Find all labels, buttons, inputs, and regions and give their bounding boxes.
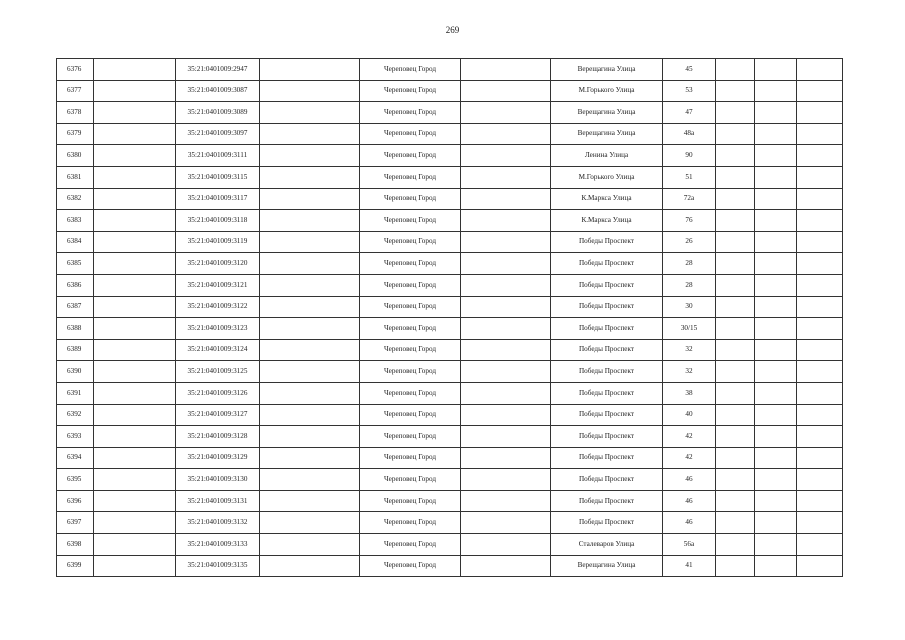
empty-cell xyxy=(797,512,843,534)
empty-cell xyxy=(797,274,843,296)
empty-cell xyxy=(797,231,843,253)
empty-cell xyxy=(797,210,843,232)
empty-cell xyxy=(260,253,360,275)
house-number: 30/15 xyxy=(663,318,716,340)
empty-cell xyxy=(94,404,176,426)
empty-cell xyxy=(461,80,551,102)
empty-cell xyxy=(716,188,755,210)
empty-cell xyxy=(94,296,176,318)
empty-cell xyxy=(716,210,755,232)
house-number: 51 xyxy=(663,166,716,188)
house-number: 46 xyxy=(663,512,716,534)
empty-cell xyxy=(94,447,176,469)
house-number: 32 xyxy=(663,361,716,383)
empty-cell xyxy=(260,318,360,340)
empty-cell xyxy=(797,534,843,556)
empty-cell xyxy=(461,490,551,512)
table-row xyxy=(57,145,843,167)
house-number: 28 xyxy=(663,274,716,296)
cadastral-number: 35:21:0401009:3115 xyxy=(176,166,260,188)
empty-cell xyxy=(94,188,176,210)
empty-cell xyxy=(797,447,843,469)
row-number: 6398 xyxy=(57,534,94,556)
empty-cell xyxy=(797,102,843,124)
empty-cell xyxy=(94,555,176,577)
table-row xyxy=(57,59,843,81)
city-name: Череповец Город xyxy=(360,80,461,102)
table-row xyxy=(57,318,843,340)
street-name: Победы Проспект xyxy=(551,512,663,534)
empty-cell xyxy=(260,426,360,448)
table-row xyxy=(57,339,843,361)
empty-cell xyxy=(94,102,176,124)
empty-cell xyxy=(260,231,360,253)
table-row xyxy=(57,296,843,318)
row-number: 6397 xyxy=(57,512,94,534)
empty-cell xyxy=(716,512,755,534)
empty-cell xyxy=(94,231,176,253)
empty-cell xyxy=(797,404,843,426)
empty-cell xyxy=(461,426,551,448)
empty-cell xyxy=(260,123,360,145)
empty-cell xyxy=(461,512,551,534)
cadastral-number: 35:21:0401009:3119 xyxy=(176,231,260,253)
street-name: Верещагина Улица xyxy=(551,59,663,81)
row-number: 6379 xyxy=(57,123,94,145)
empty-cell xyxy=(755,59,797,81)
row-number: 6390 xyxy=(57,361,94,383)
street-name: М.Горького Улица xyxy=(551,166,663,188)
empty-cell xyxy=(716,361,755,383)
empty-cell xyxy=(461,210,551,232)
empty-cell xyxy=(94,145,176,167)
empty-cell xyxy=(461,447,551,469)
empty-cell xyxy=(260,166,360,188)
city-name: Череповец Город xyxy=(360,555,461,577)
street-name: Победы Проспект xyxy=(551,426,663,448)
empty-cell xyxy=(797,555,843,577)
cadastral-number: 35:21:0401009:3087 xyxy=(176,80,260,102)
empty-cell xyxy=(260,145,360,167)
empty-cell xyxy=(755,102,797,124)
cadastral-number: 35:21:0401009:3097 xyxy=(176,123,260,145)
table-row xyxy=(57,80,843,102)
house-number: 30 xyxy=(663,296,716,318)
empty-cell xyxy=(797,80,843,102)
empty-cell xyxy=(755,253,797,275)
city-name: Череповец Город xyxy=(360,188,461,210)
empty-cell xyxy=(797,59,843,81)
empty-cell xyxy=(94,274,176,296)
cadastral-number: 35:21:0401009:3117 xyxy=(176,188,260,210)
house-number: 47 xyxy=(663,102,716,124)
empty-cell xyxy=(94,382,176,404)
row-number: 6388 xyxy=(57,318,94,340)
empty-cell xyxy=(755,274,797,296)
empty-cell xyxy=(461,318,551,340)
table-row xyxy=(57,469,843,491)
house-number: 26 xyxy=(663,231,716,253)
table-row xyxy=(57,210,843,232)
empty-cell xyxy=(716,231,755,253)
empty-cell xyxy=(755,426,797,448)
cadastral-number: 35:21:0401009:3132 xyxy=(176,512,260,534)
empty-cell xyxy=(755,166,797,188)
empty-cell xyxy=(755,404,797,426)
cadastral-number: 35:21:0401009:3111 xyxy=(176,145,260,167)
street-name: М.Горького Улица xyxy=(551,80,663,102)
empty-cell xyxy=(716,166,755,188)
row-number: 6386 xyxy=(57,274,94,296)
empty-cell xyxy=(461,145,551,167)
empty-cell xyxy=(260,534,360,556)
empty-cell xyxy=(716,296,755,318)
empty-cell xyxy=(461,404,551,426)
row-number: 6389 xyxy=(57,339,94,361)
street-name: Верещагина Улица xyxy=(551,102,663,124)
empty-cell xyxy=(461,274,551,296)
city-name: Череповец Город xyxy=(360,404,461,426)
empty-cell xyxy=(755,318,797,340)
city-name: Череповец Город xyxy=(360,231,461,253)
table-row xyxy=(57,404,843,426)
cadastral-number: 35:21:0401009:3122 xyxy=(176,296,260,318)
empty-cell xyxy=(755,447,797,469)
table-row xyxy=(57,231,843,253)
city-name: Череповец Город xyxy=(360,361,461,383)
empty-cell xyxy=(716,555,755,577)
row-number: 6382 xyxy=(57,188,94,210)
city-name: Череповец Город xyxy=(360,490,461,512)
empty-cell xyxy=(94,426,176,448)
cadastral-number: 35:21:0401009:3130 xyxy=(176,469,260,491)
street-name: Победы Проспект xyxy=(551,253,663,275)
empty-cell xyxy=(461,123,551,145)
house-number: 42 xyxy=(663,447,716,469)
street-name: Победы Проспект xyxy=(551,296,663,318)
empty-cell xyxy=(94,469,176,491)
empty-cell xyxy=(461,534,551,556)
table-row xyxy=(57,166,843,188)
empty-cell xyxy=(94,210,176,232)
row-number: 6395 xyxy=(57,469,94,491)
empty-cell xyxy=(260,188,360,210)
house-number: 41 xyxy=(663,555,716,577)
empty-cell xyxy=(716,80,755,102)
cadastral-number: 35:21:0401009:3124 xyxy=(176,339,260,361)
street-name: К.Маркса Улица xyxy=(551,188,663,210)
city-name: Череповец Город xyxy=(360,534,461,556)
empty-cell xyxy=(755,512,797,534)
street-name: Верещагина Улица xyxy=(551,555,663,577)
empty-cell xyxy=(94,318,176,340)
empty-cell xyxy=(716,469,755,491)
empty-cell xyxy=(461,382,551,404)
empty-cell xyxy=(461,59,551,81)
empty-cell xyxy=(94,80,176,102)
city-name: Череповец Город xyxy=(360,145,461,167)
city-name: Череповец Город xyxy=(360,469,461,491)
row-number: 6387 xyxy=(57,296,94,318)
row-number: 6391 xyxy=(57,382,94,404)
empty-cell xyxy=(755,339,797,361)
empty-cell xyxy=(755,80,797,102)
city-name: Череповец Город xyxy=(360,447,461,469)
house-number: 46 xyxy=(663,490,716,512)
cadastral-number: 35:21:0401009:3118 xyxy=(176,210,260,232)
street-name: Сталеваров Улица xyxy=(551,534,663,556)
empty-cell xyxy=(461,253,551,275)
house-number: 45 xyxy=(663,59,716,81)
empty-cell xyxy=(260,382,360,404)
table-row xyxy=(57,426,843,448)
house-number: 42 xyxy=(663,426,716,448)
cadastral-number: 35:21:0401009:3129 xyxy=(176,447,260,469)
empty-cell xyxy=(797,296,843,318)
empty-cell xyxy=(797,382,843,404)
house-number: 48а xyxy=(663,123,716,145)
house-number: 46 xyxy=(663,469,716,491)
empty-cell xyxy=(716,426,755,448)
empty-cell xyxy=(716,253,755,275)
empty-cell xyxy=(755,123,797,145)
street-name: Победы Проспект xyxy=(551,447,663,469)
table-row xyxy=(57,447,843,469)
house-number: 38 xyxy=(663,382,716,404)
city-name: Череповец Город xyxy=(360,274,461,296)
city-name: Череповец Город xyxy=(360,166,461,188)
row-number: 6392 xyxy=(57,404,94,426)
city-name: Череповец Город xyxy=(360,512,461,534)
row-number: 6381 xyxy=(57,166,94,188)
empty-cell xyxy=(755,296,797,318)
empty-cell xyxy=(755,490,797,512)
empty-cell xyxy=(260,512,360,534)
empty-cell xyxy=(260,339,360,361)
row-number: 6394 xyxy=(57,447,94,469)
house-number: 56а xyxy=(663,534,716,556)
house-number: 53 xyxy=(663,80,716,102)
street-name: Ленина Улица xyxy=(551,145,663,167)
empty-cell xyxy=(797,426,843,448)
table-row xyxy=(57,512,843,534)
table-row xyxy=(57,382,843,404)
row-number: 6399 xyxy=(57,555,94,577)
empty-cell xyxy=(461,469,551,491)
empty-cell xyxy=(716,339,755,361)
empty-cell xyxy=(94,339,176,361)
row-number: 6380 xyxy=(57,145,94,167)
city-name: Череповец Город xyxy=(360,253,461,275)
cadastral-number: 35:21:0401009:3123 xyxy=(176,318,260,340)
house-number: 90 xyxy=(663,145,716,167)
empty-cell xyxy=(797,145,843,167)
empty-cell xyxy=(260,80,360,102)
empty-cell xyxy=(94,534,176,556)
city-name: Череповец Город xyxy=(360,210,461,232)
empty-cell xyxy=(716,59,755,81)
city-name: Череповец Город xyxy=(360,102,461,124)
empty-cell xyxy=(755,469,797,491)
empty-cell xyxy=(797,318,843,340)
cadastral-number: 35:21:0401009:3133 xyxy=(176,534,260,556)
empty-cell xyxy=(716,102,755,124)
empty-cell xyxy=(260,469,360,491)
empty-cell xyxy=(797,123,843,145)
empty-cell xyxy=(755,534,797,556)
empty-cell xyxy=(716,274,755,296)
table-row xyxy=(57,361,843,383)
empty-cell xyxy=(797,188,843,210)
empty-cell xyxy=(755,145,797,167)
street-name: Победы Проспект xyxy=(551,231,663,253)
empty-cell xyxy=(716,145,755,167)
city-name: Череповец Город xyxy=(360,339,461,361)
street-name: Победы Проспект xyxy=(551,318,663,340)
empty-cell xyxy=(755,188,797,210)
row-number: 6384 xyxy=(57,231,94,253)
empty-cell xyxy=(461,555,551,577)
empty-cell xyxy=(797,490,843,512)
empty-cell xyxy=(260,210,360,232)
table-row xyxy=(57,274,843,296)
city-name: Череповец Город xyxy=(360,318,461,340)
empty-cell xyxy=(716,318,755,340)
empty-cell xyxy=(797,339,843,361)
cadastral-number: 35:21:0401009:3128 xyxy=(176,426,260,448)
cadastral-number: 35:21:0401009:3131 xyxy=(176,490,260,512)
empty-cell xyxy=(716,404,755,426)
row-number: 6376 xyxy=(57,59,94,81)
table-row xyxy=(57,534,843,556)
row-number: 6396 xyxy=(57,490,94,512)
empty-cell xyxy=(94,123,176,145)
empty-cell xyxy=(797,361,843,383)
row-number: 6378 xyxy=(57,102,94,124)
cadastral-number: 35:21:0401009:3127 xyxy=(176,404,260,426)
empty-cell xyxy=(461,339,551,361)
empty-cell xyxy=(260,102,360,124)
empty-cell xyxy=(755,555,797,577)
empty-cell xyxy=(755,382,797,404)
empty-cell xyxy=(94,361,176,383)
table-row xyxy=(57,123,843,145)
empty-cell xyxy=(260,296,360,318)
empty-cell xyxy=(797,166,843,188)
cadastral-number: 35:21:0401009:3126 xyxy=(176,382,260,404)
empty-cell xyxy=(755,210,797,232)
city-name: Череповец Город xyxy=(360,59,461,81)
empty-cell xyxy=(260,490,360,512)
empty-cell xyxy=(755,361,797,383)
city-name: Череповец Город xyxy=(360,123,461,145)
empty-cell xyxy=(461,231,551,253)
table-row xyxy=(57,555,843,577)
house-number: 72а xyxy=(663,188,716,210)
cadastral-number: 35:21:0401009:3121 xyxy=(176,274,260,296)
street-name: Победы Проспект xyxy=(551,361,663,383)
empty-cell xyxy=(94,253,176,275)
empty-cell xyxy=(716,534,755,556)
street-name: Победы Проспект xyxy=(551,382,663,404)
empty-cell xyxy=(797,253,843,275)
city-name: Череповец Город xyxy=(360,382,461,404)
table-row xyxy=(57,490,843,512)
empty-cell xyxy=(94,512,176,534)
empty-cell xyxy=(755,231,797,253)
house-number: 40 xyxy=(663,404,716,426)
empty-cell xyxy=(716,490,755,512)
city-name: Череповец Город xyxy=(360,426,461,448)
registry-table xyxy=(56,58,843,577)
street-name: Победы Проспект xyxy=(551,339,663,361)
table-row xyxy=(57,102,843,124)
empty-cell xyxy=(260,274,360,296)
page-number: 269 xyxy=(445,25,460,35)
empty-cell xyxy=(797,469,843,491)
row-number: 6385 xyxy=(57,253,94,275)
empty-cell xyxy=(260,447,360,469)
house-number: 28 xyxy=(663,253,716,275)
empty-cell xyxy=(260,361,360,383)
row-number: 6383 xyxy=(57,210,94,232)
row-number: 6393 xyxy=(57,426,94,448)
house-number: 76 xyxy=(663,210,716,232)
empty-cell xyxy=(260,59,360,81)
table-row xyxy=(57,253,843,275)
empty-cell xyxy=(260,555,360,577)
empty-cell xyxy=(461,296,551,318)
row-number: 6377 xyxy=(57,80,94,102)
empty-cell xyxy=(461,166,551,188)
cadastral-number: 35:21:0401009:3125 xyxy=(176,361,260,383)
street-name: Победы Проспект xyxy=(551,490,663,512)
empty-cell xyxy=(94,59,176,81)
city-name: Череповец Город xyxy=(360,296,461,318)
empty-cell xyxy=(461,188,551,210)
street-name: Победы Проспект xyxy=(551,404,663,426)
street-name: Победы Проспект xyxy=(551,274,663,296)
empty-cell xyxy=(716,123,755,145)
empty-cell xyxy=(716,382,755,404)
empty-cell xyxy=(461,102,551,124)
empty-cell xyxy=(461,361,551,383)
empty-cell xyxy=(716,447,755,469)
cadastral-number: 35:21:0401009:3135 xyxy=(176,555,260,577)
empty-cell xyxy=(260,404,360,426)
cadastral-number: 35:21:0401009:3089 xyxy=(176,102,260,124)
street-name: К.Маркса Улица xyxy=(551,210,663,232)
cadastral-number: 35:21:0401009:2947 xyxy=(176,59,260,81)
street-name: Верещагина Улица xyxy=(551,123,663,145)
street-name: Победы Проспект xyxy=(551,469,663,491)
table-row xyxy=(57,188,843,210)
empty-cell xyxy=(94,166,176,188)
empty-cell xyxy=(94,490,176,512)
cadastral-number: 35:21:0401009:3120 xyxy=(176,253,260,275)
house-number: 32 xyxy=(663,339,716,361)
